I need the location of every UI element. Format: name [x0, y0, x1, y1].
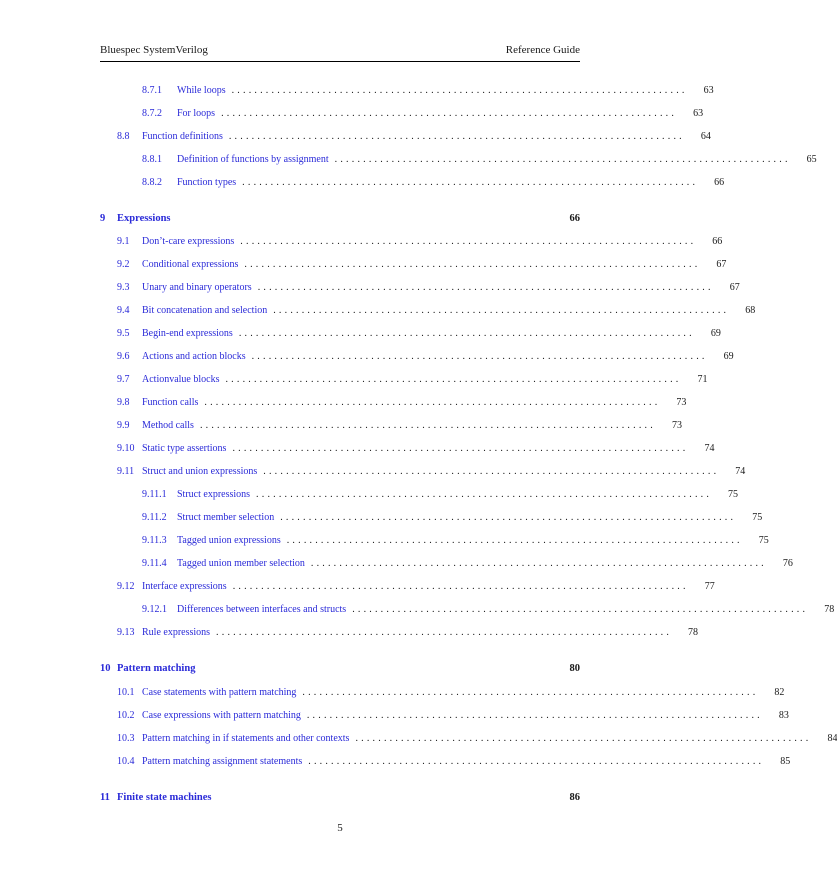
toc-entry-number[interactable]: 9.12 [117, 581, 135, 592]
toc-entry-number[interactable]: 9.6 [117, 351, 130, 362]
toc-entry-title[interactable]: Rule expressions [142, 627, 211, 638]
toc-entry[interactable] [100, 229, 723, 247]
toc-leader-dots: ................................................................................ [257, 282, 714, 293]
toc-entry-number[interactable]: 9.11.2 [142, 512, 167, 523]
toc-entry-title[interactable]: Definition of functions by assignment [177, 154, 329, 165]
toc-entry-page: 69 [723, 351, 734, 362]
toc-entry-number[interactable]: 9.11.3 [142, 535, 167, 546]
toc-entry-page: 63 [703, 85, 714, 96]
toc-entry-title[interactable]: Struct and union expressions [142, 466, 258, 477]
toc-leader-dots: ................................................................................ [273, 305, 730, 316]
toc-entry-page: 67 [729, 282, 740, 293]
toc-entry-page: 73 [676, 397, 687, 408]
toc-entry[interactable] [100, 147, 817, 165]
toc-leader-dots: ................................................................................ [199, 420, 656, 431]
toc-entry-title[interactable]: Unary and binary operators [142, 282, 252, 293]
toc-leader-dots: ................................................................................ [225, 374, 682, 385]
toc-entry-title[interactable]: Actionvalue blocks [142, 374, 220, 385]
toc-entry-number[interactable]: 11 [100, 792, 110, 803]
toc-entry-page: 86 [569, 792, 580, 803]
toc-entry-page: 68 [745, 305, 756, 316]
toc-entry-number[interactable]: 8.8 [117, 131, 130, 142]
toc-entry-number[interactable]: 9.7 [117, 374, 130, 385]
toc-entry-number[interactable]: 10.3 [117, 733, 135, 744]
toc-entry-title[interactable]: Static type assertions [142, 443, 227, 454]
toc-leader-dots: ................................................................................ [352, 604, 809, 615]
toc-entry-number[interactable]: 10.4 [117, 756, 135, 767]
toc-entry-number[interactable]: 8.8.2 [142, 177, 162, 188]
toc-entry-title[interactable]: Function calls [142, 397, 199, 408]
toc-entry-title[interactable]: Finite state machines [117, 792, 212, 803]
toc-entry-page: 76 [782, 558, 793, 569]
toc-entry[interactable] [100, 413, 682, 431]
toc-entry-number[interactable]: 8.8.1 [142, 154, 162, 165]
toc-entry-page: 74 [735, 466, 746, 477]
toc-entry[interactable] [100, 298, 756, 316]
toc-entry-number[interactable]: 9.11.1 [142, 489, 167, 500]
toc-entry-page: 84 [827, 733, 837, 744]
toc-entry-page: 80 [569, 663, 580, 674]
toc-entry-page: 67 [716, 259, 727, 270]
toc-entry[interactable] [100, 275, 740, 293]
toc-entry-title[interactable]: Conditional expressions [142, 259, 239, 270]
toc-entry-title[interactable]: Tagged union member selection [177, 558, 305, 569]
toc-leader-dots: ................................................................................ [221, 108, 678, 119]
toc-entry-title[interactable]: Case statements with pattern matching [142, 687, 297, 698]
toc-entry-page: 78 [824, 604, 835, 615]
toc-entry-number[interactable]: 9.11 [117, 466, 135, 477]
toc-entry-page: 63 [693, 108, 704, 119]
toc-entry[interactable] [100, 620, 699, 638]
toc-entry-number[interactable]: 9 [100, 213, 106, 224]
toc-entry-title[interactable]: Pattern matching [117, 663, 196, 674]
toc-entry[interactable] [100, 170, 725, 188]
toc-entry-title[interactable]: Case expressions with pattern matching [142, 710, 301, 721]
toc-entry-page: 64 [700, 131, 711, 142]
toc-entry-page: 65 [806, 154, 817, 165]
toc-leader-dots: ................................................................................ [242, 177, 699, 188]
toc-chapter-entry[interactable] [100, 785, 580, 803]
toc-leader-dots: ................................................................................ [280, 512, 737, 523]
toc-chapter-entry[interactable] [100, 656, 580, 674]
toc-entry[interactable] [100, 101, 704, 119]
toc-entry-number[interactable]: 9.2 [117, 259, 130, 270]
toc-leader-dots: ................................................................................ [302, 687, 759, 698]
toc-entry-page: 66 [569, 213, 580, 224]
toc-entry-title[interactable]: Don’t-care expressions [142, 236, 235, 247]
toc-entry[interactable] [100, 252, 727, 270]
toc-entry[interactable] [100, 574, 715, 592]
toc-leader-dots: ................................................................................ [308, 756, 765, 767]
toc-entry-number[interactable]: 8.7.2 [142, 108, 162, 119]
toc-entry[interactable] [100, 436, 715, 454]
toc-chapter-entry[interactable] [100, 206, 580, 224]
toc-leader-dots: ................................................................................ [251, 351, 708, 362]
toc-entry[interactable] [100, 528, 769, 546]
toc-entry-number[interactable]: 9.4 [117, 305, 130, 316]
toc-entry-page: 77 [704, 581, 715, 592]
toc-entry-title[interactable]: Actions and action blocks [142, 351, 246, 362]
toc-leader-dots: ................................................................................ [355, 733, 812, 744]
toc-entry-page: 74 [704, 443, 715, 454]
toc-entry-number[interactable]: 9.11.4 [142, 558, 167, 569]
toc-leader-dots: ................................................................................ [240, 236, 697, 247]
toc-leader-dots: ................................................................................ [244, 259, 701, 270]
toc-entry-title[interactable]: Expressions [117, 213, 171, 224]
toc-entry-number[interactable]: 9.3 [117, 282, 130, 293]
toc-entry-number[interactable]: 9.13 [117, 627, 135, 638]
toc-entry[interactable] [100, 597, 835, 615]
toc-entry-page: 75 [752, 512, 763, 523]
toc-entry[interactable] [100, 78, 714, 96]
toc-entry-page: 75 [728, 489, 739, 500]
toc-entry-page: 69 [710, 328, 721, 339]
toc-entry-title[interactable]: For loops [177, 108, 216, 119]
toc-leader-dots: ................................................................................ [286, 535, 743, 546]
toc-leader-dots: ................................................................................ [334, 154, 791, 165]
toc-entry-number[interactable]: 10.1 [117, 687, 135, 698]
toc-entry-number[interactable]: 9.12.1 [142, 604, 167, 615]
toc-entry-page: 83 [778, 710, 789, 721]
header-title: Bluespec SystemVerilog [100, 44, 208, 56]
toc-entry-title[interactable]: Function definitions [142, 131, 223, 142]
toc-leader-dots: ................................................................................ [231, 85, 688, 96]
toc-entry-number[interactable]: 10 [100, 663, 111, 674]
toc-entry-number[interactable]: 9.9 [117, 420, 130, 431]
toc-entry-title[interactable]: Pattern matching assignment statements [142, 756, 303, 767]
toc-leader-dots: ................................................................................ [310, 558, 767, 569]
page-header [100, 43, 580, 62]
toc-entry-number[interactable]: 9.1 [117, 236, 130, 247]
toc-entry-title[interactable]: Differences between interfaces and structs [177, 604, 347, 615]
toc-entry[interactable] [100, 124, 711, 142]
toc-entry-title[interactable]: Bit concatenation and selection [142, 305, 268, 316]
toc-entry-page: 78 [688, 627, 699, 638]
header-subtitle: Reference Guide [505, 44, 580, 56]
toc-leader-dots: ................................................................................ [204, 397, 661, 408]
toc-entry-title[interactable]: Struct member selection [177, 512, 275, 523]
toc-entry[interactable] [100, 726, 837, 744]
toc-entry[interactable] [100, 749, 791, 767]
toc-entry-page: 75 [758, 535, 769, 546]
toc-entry[interactable] [100, 344, 734, 362]
toc-entry-page: 82 [774, 687, 785, 698]
toc-leader-dots: ................................................................................ [256, 489, 713, 500]
toc-entry-number[interactable]: 9.10 [117, 443, 135, 454]
toc-entry[interactable] [100, 390, 687, 408]
toc-leader-dots: ................................................................................ [238, 328, 695, 339]
toc-entry-title[interactable]: Tagged union expressions [177, 535, 281, 546]
page-number: 5 [337, 822, 343, 834]
toc-leader-dots: ................................................................................ [232, 581, 689, 592]
toc-leader-dots: ................................................................................ [228, 131, 685, 142]
toc-entry-number[interactable]: 8.7.1 [142, 85, 162, 96]
toc-entry-number[interactable]: 9.5 [117, 328, 130, 339]
toc-entry[interactable] [100, 482, 739, 500]
toc-leader-dots: ................................................................................ [306, 710, 763, 721]
toc-entry-title[interactable]: Begin-end expressions [142, 328, 233, 339]
toc-entry[interactable] [100, 459, 746, 477]
toc-entry[interactable] [100, 551, 793, 569]
toc-entry-number[interactable]: 9.8 [117, 397, 130, 408]
toc-entry-title[interactable]: Function types [177, 177, 237, 188]
toc-entry-title[interactable]: Method calls [142, 420, 194, 431]
toc-entry[interactable] [100, 321, 721, 339]
toc-entry-number[interactable]: 10.2 [117, 710, 135, 721]
toc-leader-dots: ................................................................................ [232, 443, 689, 454]
toc-entry-title[interactable]: While loops [177, 85, 226, 96]
toc-entry[interactable] [100, 505, 763, 523]
toc-entry-title[interactable]: Pattern matching in if statements and other contexts [142, 733, 350, 744]
toc-entry[interactable] [100, 680, 785, 698]
toc-entry[interactable] [100, 367, 708, 385]
toc-leader-dots: ................................................................................ [263, 466, 720, 477]
toc-entry-page: 85 [780, 756, 791, 767]
toc-entry-page: 73 [671, 420, 682, 431]
toc-entry-title[interactable]: Interface expressions [142, 581, 227, 592]
toc-entry-page: 66 [712, 236, 723, 247]
toc-entry[interactable] [100, 703, 789, 721]
toc-entry-page: 71 [697, 374, 708, 385]
toc-entry-page: 66 [714, 177, 725, 188]
toc-entry-title[interactable]: Struct expressions [177, 489, 251, 500]
toc-leader-dots: ................................................................................ [216, 627, 673, 638]
